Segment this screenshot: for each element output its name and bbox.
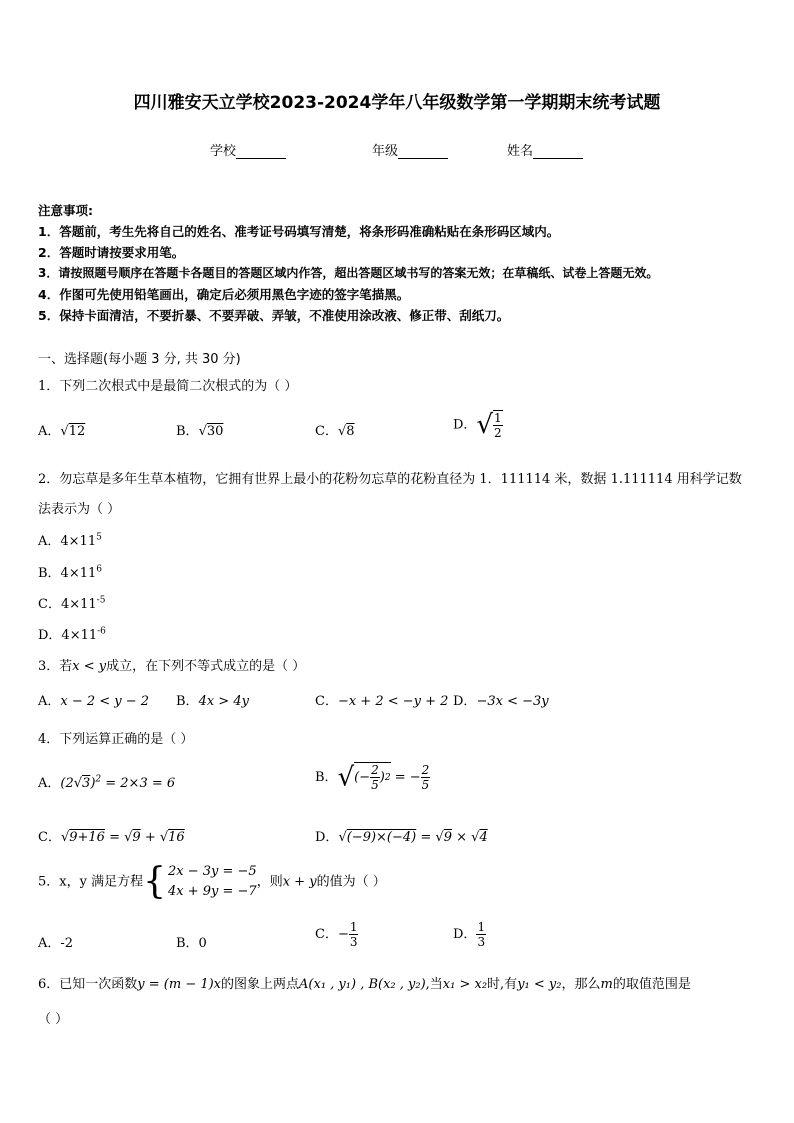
equation-1: 2x − 3y = −5: [168, 864, 257, 879]
q6-mid2: ,当: [425, 977, 443, 992]
q6-pre: 6．已知一次函数: [38, 977, 138, 992]
q6-cond1: x₁ > x₂: [442, 977, 488, 992]
q4-option-a-label: A．: [38, 776, 61, 791]
question-1-stem: 1．下列二次根式中是最简二次根式的为（ ）: [38, 379, 298, 394]
fraction: [476, 920, 486, 949]
question-6-paren: （ ）: [38, 1012, 69, 1027]
fraction-numerator: 1: [477, 920, 486, 934]
q4-option-b-label: B．: [315, 770, 338, 785]
fraction-denominator: 3: [349, 935, 358, 949]
q5-option-d[interactable]: [453, 920, 486, 949]
q2-option-d-label: D．4×11: [38, 628, 98, 643]
note-item: 5．保持卡面清洁，不要折暴、不要弄破、弄皱，不准使用涂改液、修正带、刮纸刀。: [38, 308, 510, 323]
note-item: 4．作图可先使用铅笔画出，确定后必须用黑色字迹的签字笔描黑。: [38, 287, 410, 302]
q1-c-radicand: 8: [346, 424, 355, 439]
note-item: 2．答题时请按要求用笔。: [38, 245, 185, 260]
q5-option-c-label: C．−: [315, 927, 349, 942]
q1-option-b-label: B．: [176, 424, 199, 439]
sqrt-symbol: √30: [198, 424, 224, 439]
q3-option-d[interactable]: [453, 690, 549, 709]
q1-b-radicand: 30: [206, 424, 224, 439]
question-5-stem: [38, 862, 386, 902]
q2-option-d[interactable]: [38, 624, 106, 643]
q6-mid4: ，那么: [561, 977, 601, 992]
sqrt-symbol: √8: [337, 424, 355, 439]
q1-option-a-label: A．: [38, 424, 61, 439]
q2-option-a[interactable]: [38, 530, 102, 549]
name-blank: [533, 144, 583, 159]
question-4-stem: 4．下列运算正确的是（ ）: [38, 732, 194, 747]
q6-var: m: [600, 977, 613, 992]
exponent: -6: [97, 626, 106, 637]
q1-option-d[interactable]: [453, 410, 503, 440]
q3-condition: x < y: [72, 659, 107, 674]
q3-option-d-label: D．: [453, 694, 477, 709]
fraction-numerator: 1: [494, 411, 502, 425]
q6-post: 的取值范围是: [612, 977, 691, 992]
q3-option-c-label: C．: [315, 694, 338, 709]
q4-option-c-expr: √9+16 = √9 + √16: [60, 830, 185, 845]
q5-option-a-label: A．-2: [38, 936, 74, 951]
q5-post: 的值为（ ）: [316, 874, 386, 890]
q1-option-c[interactable]: [315, 420, 355, 439]
q4-option-b[interactable]: [315, 762, 430, 793]
fraction-denominator: 3: [477, 935, 486, 949]
q1-option-b[interactable]: [176, 420, 223, 439]
school-blank: [236, 144, 286, 159]
q4-option-a-expr: $(2√3)^2 = 2\times 3 = 6$: [60, 774, 176, 791]
q5-expr: x + y: [282, 874, 317, 890]
q5-pre: 5．x，y 满足方程: [38, 874, 144, 890]
equation-2: 4x + 9y = −7: [168, 884, 257, 899]
q3-option-a-expr: x − 2 < y − 2: [60, 694, 150, 709]
school-label: 学校: [210, 144, 237, 159]
q4-option-b-expr: √(− $\frac{2}{5}$ ) 2 = − $\frac{2}{5}$: [337, 762, 430, 793]
q3-option-a[interactable]: [38, 690, 149, 709]
brace-icon: {: [143, 861, 166, 902]
grade-field[interactable]: [372, 140, 448, 159]
q1-option-d-label: D．: [453, 417, 477, 433]
q4-option-d-label: D．: [315, 830, 339, 845]
grade-blank: [398, 144, 448, 159]
q3-post: 成立，在下列不等式成立的是（ ）: [106, 659, 306, 674]
exponent: 6: [96, 564, 102, 575]
q5-option-a[interactable]: [38, 932, 73, 951]
q4-option-d[interactable]: [315, 826, 488, 845]
q4-option-c-label: C．: [38, 830, 61, 845]
q5-mid: ，则: [256, 874, 283, 890]
q6-points: A(x₁ , y₁) , B(x₂ , y₂): [299, 977, 426, 992]
question-2-stem-cont: 法表示为（ ）: [38, 502, 121, 517]
note-item: 1．答题前，考生先将自己的姓名、准考证号码填写清楚，将条形码准确粘贴在条形码区域内。: [38, 224, 560, 239]
q5-option-b[interactable]: [176, 932, 207, 951]
q6-cond2: y₁ < y₂: [517, 977, 562, 992]
q4-option-c[interactable]: [38, 826, 185, 845]
grade-label: 年级: [372, 144, 399, 159]
q5-option-d-label: D．: [453, 927, 477, 942]
q1-option-a[interactable]: [38, 420, 85, 439]
q1-a-radicand: 12: [68, 424, 86, 439]
exponent: 5: [96, 532, 102, 543]
q3-option-b-expr: 4x > 4y: [198, 694, 249, 709]
school-field[interactable]: [210, 140, 286, 159]
exam-title: 四川雅安天立学校2023-2024学年八年级数学第一学期期末统考试题: [133, 93, 661, 113]
note-item: 3．请按照题号顺序在答题卡各题目的答题区域内作答，超出答题区域书写的答案无效；在草稿纸、试卷上答题无效。: [38, 266, 659, 280]
q1-option-c-label: C．: [315, 424, 338, 439]
q3-option-c[interactable]: [315, 690, 448, 709]
fraction-denominator: 2: [494, 426, 502, 440]
section-heading: 一、选择题(每小题 3 分, 共 30 分): [38, 352, 241, 367]
q4-option-a[interactable]: [38, 772, 175, 791]
question-3-stem: [38, 655, 305, 674]
fraction: [349, 920, 359, 949]
q3-option-c-expr: −x + 2 < −y + 2: [337, 694, 449, 709]
equation-system: [143, 862, 257, 902]
name-label: 姓名: [507, 144, 534, 159]
sqrt-symbol: √ $\frac{1}{2}$: [476, 410, 502, 440]
fraction-numerator: 1: [349, 920, 358, 934]
exponent: -5: [96, 595, 106, 606]
q2-option-c[interactable]: [38, 593, 105, 612]
q2-option-b[interactable]: [38, 562, 102, 581]
q5-option-c[interactable]: [315, 920, 358, 949]
notes-block: [38, 200, 658, 326]
sqrt-symbol: √12: [60, 424, 86, 439]
question-6-stem: [38, 973, 691, 992]
q6-mid1: 的图象上两点: [221, 977, 300, 992]
question-2-stem: 2．勿忘草是多年生草本植物，它拥有世界上最小的花粉勿忘草的花粉直径为 1．111114 米，数据 1.111114 用科学记数: [38, 472, 742, 487]
notes-heading: 注意事项:: [38, 203, 93, 218]
q3-option-a-label: A．: [38, 694, 61, 709]
q2-option-a-label: A．4×11: [38, 534, 97, 549]
q6-mid3: 时,有: [487, 977, 518, 992]
q4-option-d-expr: √(−9)×(−4) = √9 × √4: [338, 830, 488, 845]
q5-option-b-label: B．0: [176, 936, 207, 951]
q3-option-b-label: B．: [176, 694, 199, 709]
q3-pre: 3．若: [38, 659, 73, 674]
q6-function: y = (m − 1)x: [137, 977, 222, 992]
q2-option-c-label: C．4×11: [38, 597, 97, 612]
q3-option-d-expr: −3x < −3y: [476, 694, 549, 709]
q2-option-b-label: B．4×11: [38, 566, 97, 581]
name-field[interactable]: [507, 140, 583, 159]
q3-option-b[interactable]: [176, 690, 249, 709]
